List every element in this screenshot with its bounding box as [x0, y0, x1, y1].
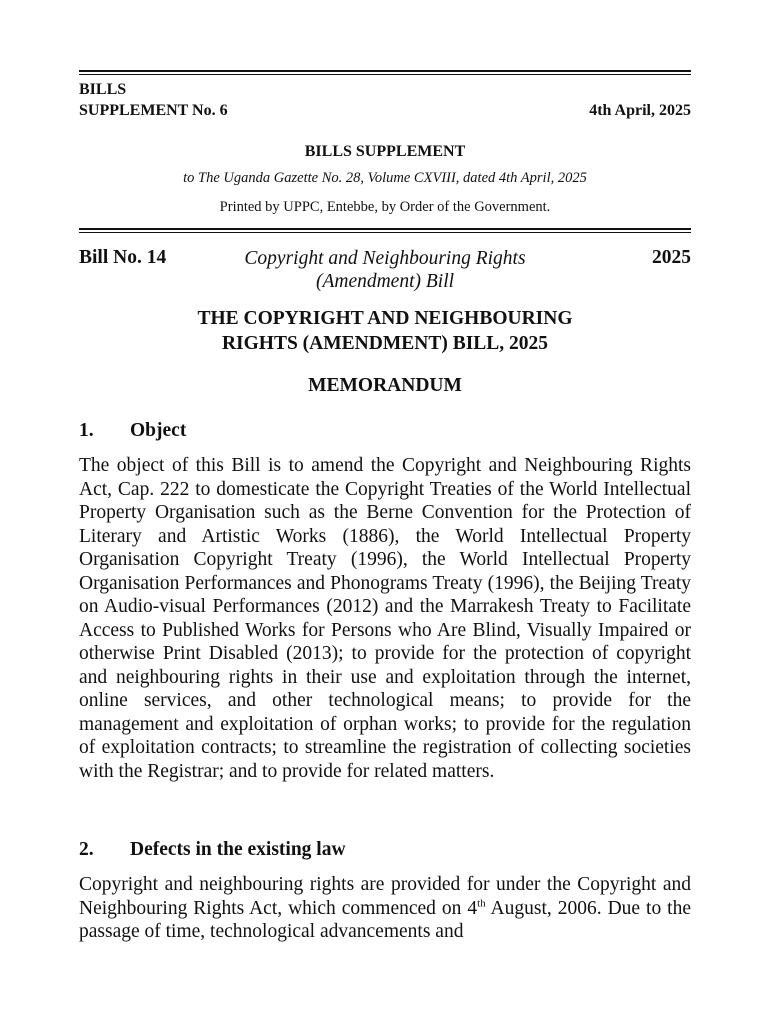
section-body-defects: [79, 873, 691, 944]
section-title: Object: [130, 420, 187, 441]
ordinal-superscript: th: [477, 897, 486, 909]
body-text-part: Copyright and neighbouring rights are provided for under the Copyright and Neighbouring Rights Act, which commenced on 4: [79, 874, 691, 919]
supplement-line: [79, 101, 691, 120]
bill-header-row: [79, 247, 691, 295]
bill-short-title: [191, 247, 579, 293]
bill-year: 2025: [652, 247, 691, 268]
bill-full-title-line1: THE COPYRIGHT AND NEIGHBOURING: [197, 308, 573, 329]
middle-double-rule: [79, 228, 691, 233]
bill-full-title-line2: RIGHTS (AMENDMENT) BILL, 2025: [221, 333, 549, 354]
top-double-rule: [79, 70, 691, 75]
bill-number: Bill No. 14: [79, 247, 167, 268]
bill-short-title-line2: (Amendment) Bill: [315, 271, 455, 292]
section-heading-object: [79, 420, 691, 442]
gazette-reference: to The Uganda Gazette No. 28, Volume CXVIII, dated 4th April, 2025: [183, 170, 587, 186]
bills-label: BILLS: [79, 81, 127, 98]
section-number: 1.: [79, 420, 94, 441]
supplement-date: 4th April, 2025: [589, 102, 691, 119]
body-text-part: August, 2006. Due to the passage of time, technological advancements and: [79, 897, 691, 942]
section-title: Defects in the existing law: [130, 839, 346, 860]
memorandum-heading: MEMORANDUM: [308, 375, 462, 396]
bills-supplement-title: BILLS SUPPLEMENT: [304, 143, 466, 160]
section-body-object: The object of this Bill is to amend the Copyright and Neighbouring Rights Act, Cap. 222 to domesticate the Copyright Treaties of the World Intellectual Property Organisation such as the Berne Convention for the Protection of Literary and Artistic Works (1886), the World Intellectual Property Organisation Copyright Treaty (1996), the World Intellectual Property Organisation Performances and Phonograms Treaty (1996), the Beijing Treaty on Audio-visual Performances (2012) and the Marrakesh Treaty to Facilitate Access to Published Works for Persons who Are Blind, Visually Impaired or otherwise Print Disabled (2013); to provide for the protection of copyright and neighbouring rights in their use and exploitation through the internet, online services, and other technological means; to provide for the management and exploitation of orphan works; to provide for the regulation of exploitation contracts; to streamline the registration of collecting societies with the Registrar; and to provide for related matters.: [79, 455, 691, 782]
supplement-number: SUPPLEMENT No. 6: [79, 102, 228, 119]
bill-full-title: [79, 306, 691, 356]
printer-notice: Printed by UPPC, Entebbe, by Order of the Government.: [219, 199, 551, 215]
section-number: 2.: [79, 839, 94, 860]
section-heading-defects: [79, 839, 691, 861]
bill-short-title-line1: Copyright and Neighbouring Rights: [244, 248, 526, 269]
